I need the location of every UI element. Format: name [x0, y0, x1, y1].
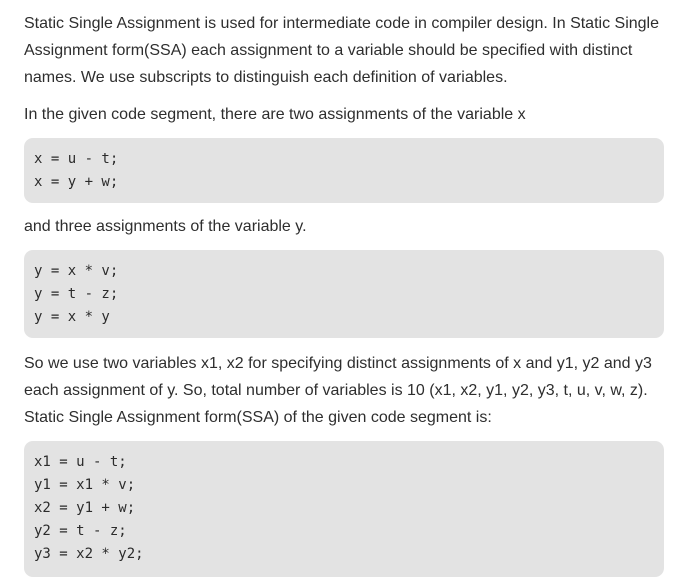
code-line: x2 = y1 + w; — [34, 500, 136, 516]
intro-paragraph: Static Single Assignment is used for intermediate code in compiler design. In Static Single Assignment form(SSA) each assignment to a variable should be specified with distinct names. We use subscripts to distinguish each definition of variables. — [24, 15, 659, 86]
code-line: y3 = x2 * y2; — [34, 546, 144, 562]
code-line: x = y + w; — [34, 174, 119, 190]
y-assignments-paragraph: and three assignments of the variable y. — [24, 218, 307, 235]
code-line: x = u - t; — [34, 151, 119, 167]
code-block-y — [24, 250, 664, 338]
code-line: y2 = t - z; — [34, 523, 127, 539]
code-line: y = t - z; — [34, 286, 119, 302]
code-line: y1 = x1 * v; — [34, 477, 136, 493]
x-assignments-paragraph: In the given code segment, there are two assignments of the variable x — [24, 106, 526, 123]
code-line: x1 = u - t; — [34, 454, 127, 470]
code-line: y = x * v; — [34, 263, 119, 279]
code-block-ssa — [24, 441, 664, 577]
code-line: y = x * y — [34, 309, 110, 325]
code-block-x — [24, 138, 664, 203]
ssa-explanation-paragraph: So we use two variables x1, x2 for specifying distinct assignments of x and y1, y2 and y3 each assignment of y. So, total number of variables is 10 (x1, x2, y1, y2, y3, t, u, v, w, z). Static Single Assignment form(SSA) of the given code segment is: — [24, 355, 652, 426]
